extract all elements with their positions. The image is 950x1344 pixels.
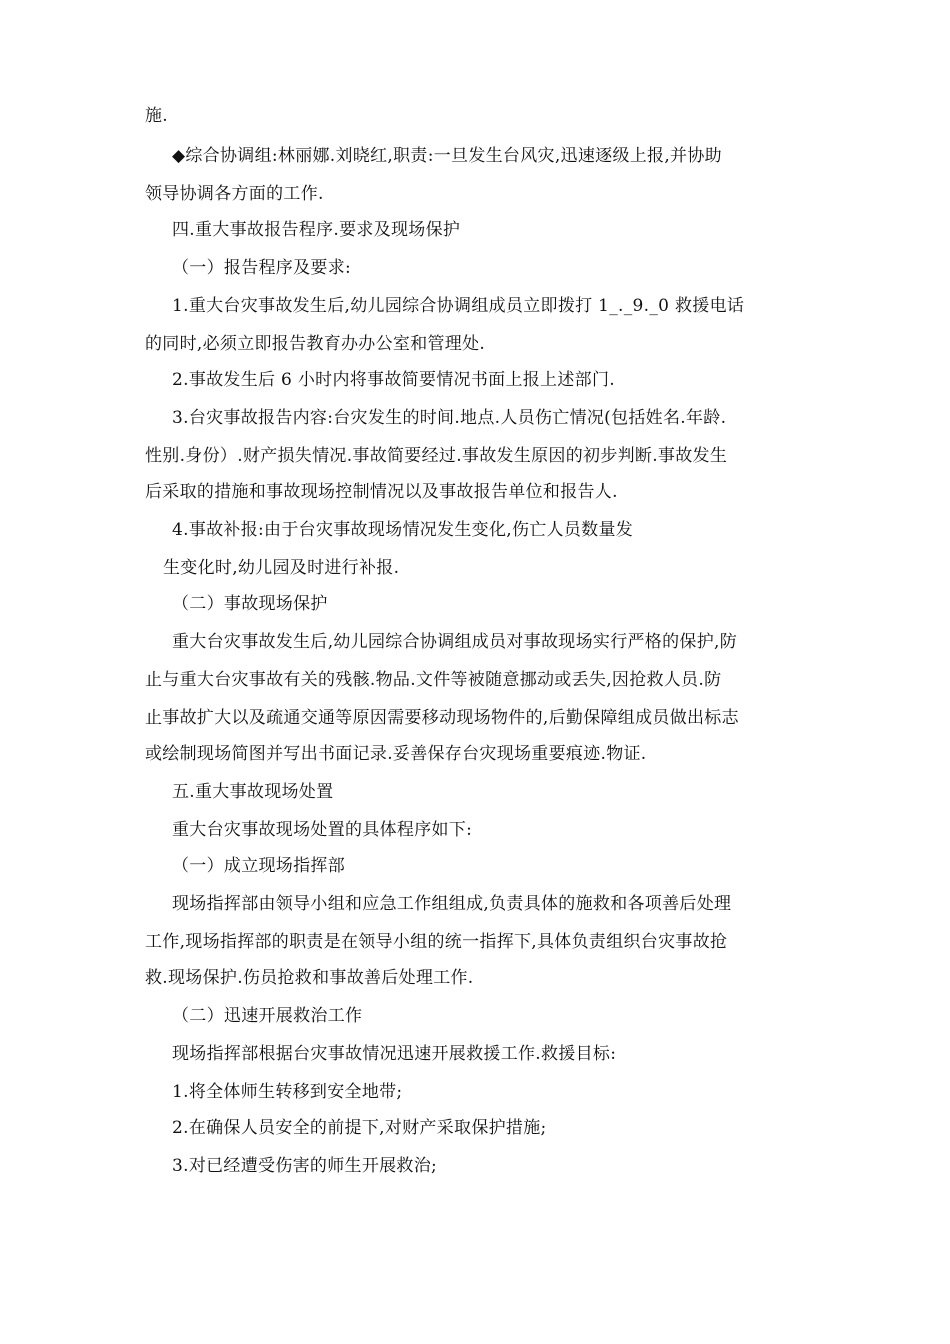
text-line: 止事故扩大以及疏通交通等原因需要移动现场物件的,后勤保障组成员做出标志 [145,708,739,728]
text-line: 2.事故发生后 6 小时内将事故简要情况书面上报上述部门. [172,370,615,390]
text-line: 重大台灾事故发生后,幼儿园综合协调组成员对事故现场实行严格的保护,防 [172,632,738,652]
text-line: 施. [145,106,169,126]
list-item: 1.将全体师生转移到安全地带; [172,1082,403,1102]
text-line: ◆综合协调组:林丽娜.刘晓红,职责:一旦发生台风灾,迅速逐级上报,并协助 [172,146,722,166]
text-line: 后采取的措施和事故现场控制情况以及事故报告单位和报告人. [145,482,618,502]
text-line: 工作,现场指挥部的职责是在领导小组的统一指挥下,具体负责组织台灾事故抢 [145,932,728,952]
text-line: 止与重大台灾事故有关的残骸.物品.文件等被随意挪动或丢失,因抢救人员.防 [145,670,722,690]
text-line: 现场指挥部由领导小组和应急工作组组成,负责具体的施救和各项善后处理 [172,894,732,914]
subsection-heading: （一）报告程序及要求: [172,258,352,278]
list-item: 3.对已经遭受伤害的师生开展救治; [172,1156,438,1176]
text-line: 1.重大台灾事故发生后,幼儿园综合协调组成员立即拨打 1_._9._0 救援电话 [172,296,745,316]
text-line: 或绘制现场简图并写出书面记录.妥善保存台灾现场重要痕迹.物证. [145,744,647,764]
text-line: 3.台灾事故报告内容:台灾发生的时间.地点.人员伤亡情况(包括姓名.年龄. [172,408,727,428]
text-line: 4.事故补报:由于台灾事故现场情况发生变化,伤亡人员数量发 [172,520,634,540]
subsection-heading: （一）成立现场指挥部 [172,856,345,876]
section-heading: 四.重大事故报告程序.要求及现场保护 [172,220,461,240]
text-line: 生变化时,幼儿园及时进行补报. [163,558,400,578]
list-item: 2.在确保人员安全的前提下,对财产采取保护措施; [172,1118,547,1138]
text-line: 重大台灾事故现场处置的具体程序如下: [172,820,473,840]
subsection-heading: （二）迅速开展救治工作 [172,1006,363,1026]
subsection-heading: （二）事故现场保护 [172,594,328,614]
text-line: 性别.身份）.财产损失情况.事故简要经过.事故发生原因的初步判断.事故发生 [145,446,728,466]
text-line: 的同时,必须立即报告教育办办公室和管理处. [145,334,486,354]
text-line: 救.现场保护.伤员抢救和事故善后处理工作. [145,968,474,988]
section-heading: 五.重大事故现场处置 [172,782,334,802]
text-line: 现场指挥部根据台灾事故情况迅速开展救援工作.救援目标: [172,1044,617,1064]
text-line: 领导协调各方面的工作. [145,184,324,204]
